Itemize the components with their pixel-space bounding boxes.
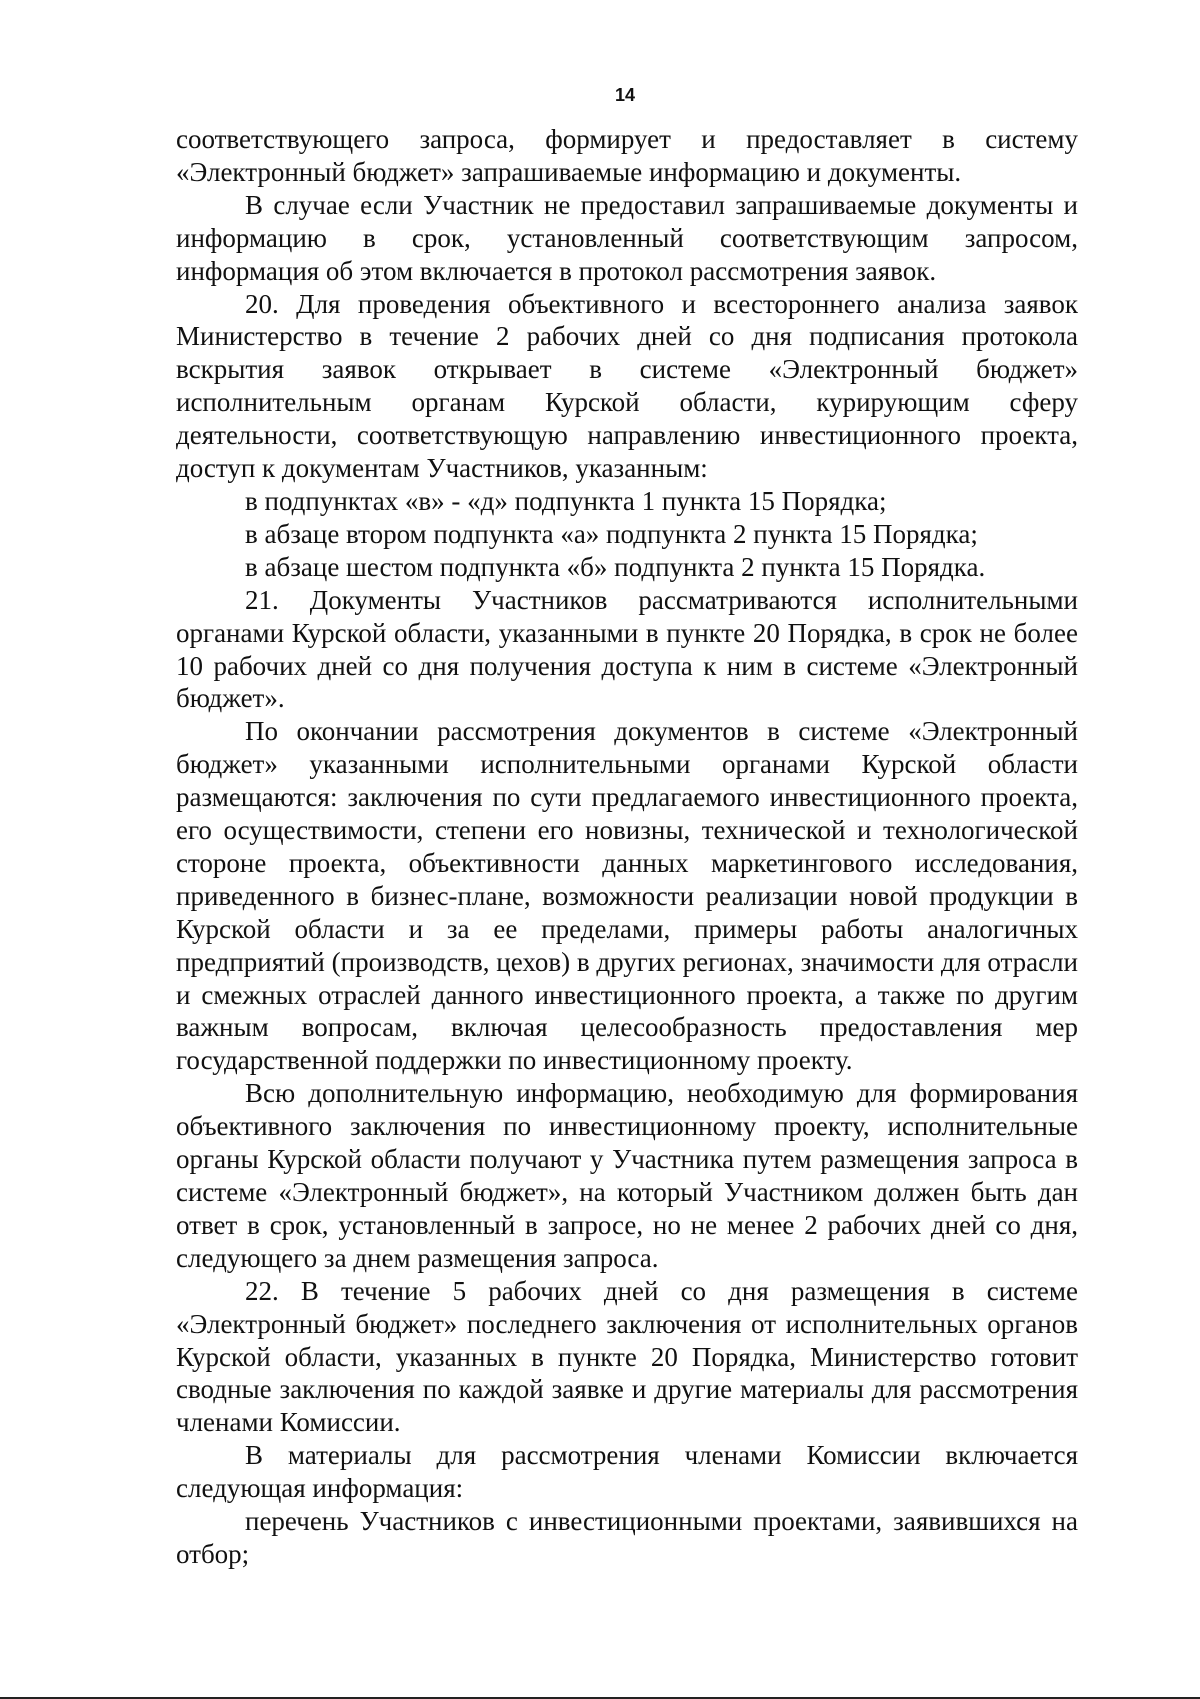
paragraph-request-continuation: соответствующего запроса, формирует и предоставляет в систему «Электронный бюджет» запрашиваемые информацию и документы.: [176, 124, 1078, 187]
paragraph-commission-materials: В материалы для рассмотрения членами Комиссии включается следующая информация:: [176, 1440, 1078, 1504]
list-item-second-paragraph-a: в абзаце втором подпункта «а» подпункта 2 пункта 15 Порядка;: [245, 518, 978, 549]
paragraph-additional-information: Всю дополнительную информацию, необходимую для формирования объективного заключения по инвестиционному проекту, исполнительные органы Курской области получают у Участника путем размещения запроса в системе «Электронный бюджет», на который Участником должен быть дан ответ в срок, установленный в запросе, но не менее 2 рабочих дней со дня, следующего за днем размещения запроса.: [176, 1078, 1078, 1273]
paragraph-review-conclusions: По окончании рассмотрения документов в системе «Электронный бюджет» указанными исполнительными органами Курской области размещаются: заключения по сути предлагаемого инвестиционного проекта, его осуществимости, степени его новизны, технической и технологической стороне проекта, объективности данных маркетингового исследования, приведенного в бизнес-плане, возможности реализации новой продукции в Курской области и за ее пределами, примеры работы аналогичных предприятий (производств, цехов) в других регионах, значимости для отрасли и смежных отраслей данного инвестиционного проекта, а также по другим важным вопросам, включая целесообразность предоставления мер государственной поддержки по инвестиционному проекту.: [176, 716, 1078, 1076]
paragraph-item-22: 22. В течение 5 рабочих дней со дня размещения в системе «Электронный бюджет» последнего заключения от исполнительных органов Курской области, указанных в пункте 20 Порядка, Министерство готовит сводные заключения по каждой заявке и другие материалы для рассмотрения членами Комиссии.: [176, 1275, 1078, 1438]
paragraph-missing-documents: В случае если Участник не предоставил запрашиваемые документы и информацию в срок, установленный соответствующим запросом, информация об этом включается в протокол рассмотрения заявок.: [176, 189, 1078, 286]
list-item-subparagraphs-v-d: в подпунктах «в» - «д» подпункта 1 пункта 15 Порядка;: [245, 485, 887, 516]
paragraph-item-21: 21. Документы Участников рассматриваются исполнительными органами Курской области, указанными в пункте 20 Порядка, в срок не более 10 рабочих дней со дня получения доступа к ним в системе «Электронный бюджет».: [176, 584, 1078, 714]
page-number: 14: [614, 85, 636, 105]
document-body: [176, 123, 1078, 1571]
paragraph-item-20: 20. Для проведения объективного и всестороннего анализа заявок Министерство в течение 2 рабочих дней со дня подписания протокола вскрытия заявок открывает в системе «Электронный бюджет» исполнительным органам Курской области, курирующим сферу деятельности, соответствующую направлению инвестиционного проекта, доступ к документам Участников, указанным:: [176, 288, 1078, 484]
list-item-sixth-paragraph-b: в абзаце шестом подпункта «б» подпункта 2 пункта 15 Порядка.: [245, 551, 986, 582]
list-item-participants-list: перечень Участников с инвестиционными проектами, заявившихся на отбор;: [176, 1506, 1078, 1569]
